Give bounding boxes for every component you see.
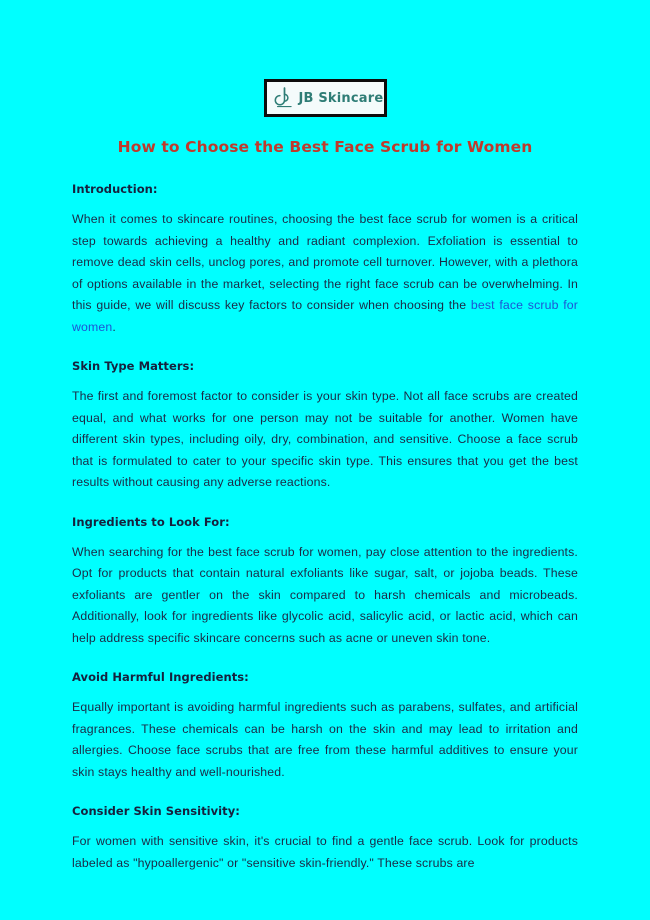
section-paragraph: For women with sensitive skin, it's crucial to find a gentle face scrub. Look for products labeled as "hypoallergenic" or "sensitive skin-friendly." These scrubs are [72,834,578,870]
section-introduction [72,182,578,338]
section-consider-skin-sensitivity [72,804,578,874]
section-paragraph: When searching for the best face scrub for women, pay close attention to the ingredients. Opt for products that contain natural exfoliants like sugar, salt, or jojoba beads. These exfoliants are gentler on the skin compared to harsh chemicals and microbeads. Additionally, look for ingredients like glycolic acid, salicylic acid, or lactic acid, which can help address specific skincare concerns such as acne or uneven skin tone. [72,544,578,645]
section-ingredients-to-look-for [72,515,578,650]
section-paragraph: Equally important is avoiding harmful ingredients such as parabens, sulfates, and artificial fragrances. These chemicals can be harsh on the skin and may lead to irritation and allergies. Choose face scrubs that are free from these harmful additives to ensure your skin stays healthy and well-nourished. [72,700,578,779]
jb-monogram-icon [273,86,295,110]
brand-name: JB Skincare [298,90,384,106]
section-paragraph: The first and foremost factor to consider is your skin type. Not all face scrubs are created equal, and what works for one person may not be suitable for another. Women have different skin types, including oily, dry, combination, and sensitive. Choose a face scrub that is formulated to cater to your specific skin type. This ensures that you get the best results without causing any adverse reactions. [72,389,578,489]
paragraph-text-before-link: When it comes to skincare routines, choosing the best face scrub for women is a critical step towards achieving a healthy and radiant complexion. Exfoliation is essential to remove dead skin cells, unclog pores, and promote cell turnover. However, with a plethora of options available in the market, selecting the right face scrub can be overwhelming. In this guide, we will discuss key factors to consider when choosing the [72,212,578,312]
section-heading: Consider Skin Sensitivity: [72,804,240,818]
best-face-scrub-link[interactable]: best face scrub for women [72,298,578,334]
paragraph-text-after-link: . [112,319,116,334]
logo-header [0,0,650,117]
section-heading: Avoid Harmful Ingredients: [72,670,249,684]
section-paragraph [72,209,578,338]
section-heading: Skin Type Matters: [72,359,195,373]
page-title: How to Choose the Best Face Scrub for Women [117,138,533,156]
brand-logo [264,79,387,117]
section-skin-type-matters [72,359,578,494]
article-body [72,182,578,874]
section-heading: Ingredients to Look For: [72,514,230,529]
section-heading: Introduction: [72,182,158,196]
section-avoid-harmful-ingredients [72,670,578,783]
